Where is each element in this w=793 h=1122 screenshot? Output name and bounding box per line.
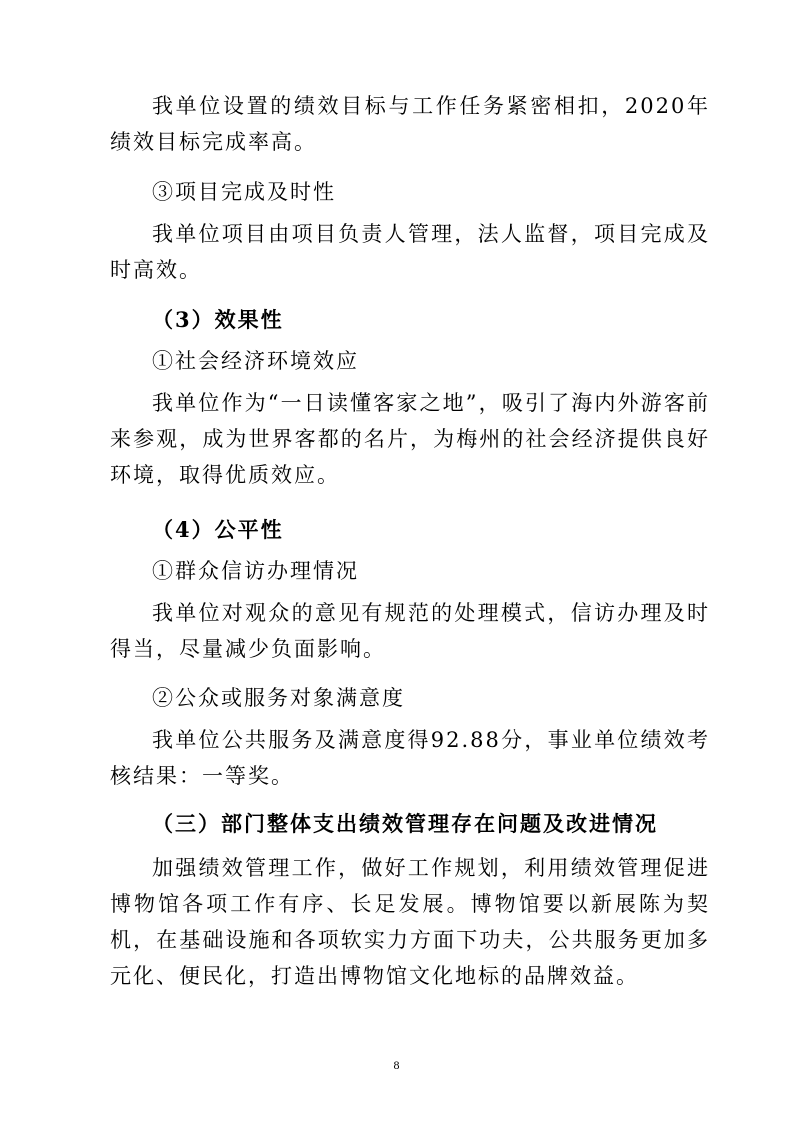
heading-effectiveness: （3）效果性 bbox=[152, 307, 284, 332]
paragraph-improvement-plan: 加强绩效管理工作，做好工作规划，利用绩效管理促进博物馆各项工作有序、长足发展。博物馆要以新展陈为契机，在基础设施和各项软实力方面下功夫，公共服务更加多元化、便民化，打造出博物馆文化地标的品牌效益。 bbox=[110, 856, 710, 988]
heading-problems-improvements: （三）部门整体支出绩效管理存在问题及改进情况 bbox=[152, 811, 658, 836]
paragraph-social-economic-effect: 我单位作为“一日读懂客家之地”，吸引了海内外游客前来参观，成为世界客都的名片，为梅州的社会经济提供良好环境，取得优质效应。 bbox=[110, 391, 710, 487]
item-public-satisfaction: ②公众或服务对象满意度 bbox=[152, 686, 405, 710]
paragraph-project-management: 我单位项目由项目负责人管理，法人监督，项目完成及时高效。 bbox=[110, 222, 710, 282]
item-project-timeliness: ③项目完成及时性 bbox=[152, 180, 336, 204]
heading-fairness: （4）公平性 bbox=[152, 517, 284, 542]
item-petition-handling: ①群众信访办理情况 bbox=[152, 559, 359, 583]
paragraph-petition-handling: 我单位对观众的意见有规范的处理模式，信访办理及时得当，尽量减少负面影响。 bbox=[110, 601, 710, 661]
item-social-economic-effect: ①社会经济环境效应 bbox=[152, 349, 359, 373]
paragraph-performance-target: 我单位设置的绩效目标与工作任务紧密相扣，2020年绩效目标完成率高。 bbox=[110, 94, 710, 154]
paragraph-public-satisfaction: 我单位公共服务及满意度得92.88分，事业单位绩效考核结果：一等奖。 bbox=[110, 728, 710, 788]
page-number: 8 bbox=[393, 1058, 400, 1072]
